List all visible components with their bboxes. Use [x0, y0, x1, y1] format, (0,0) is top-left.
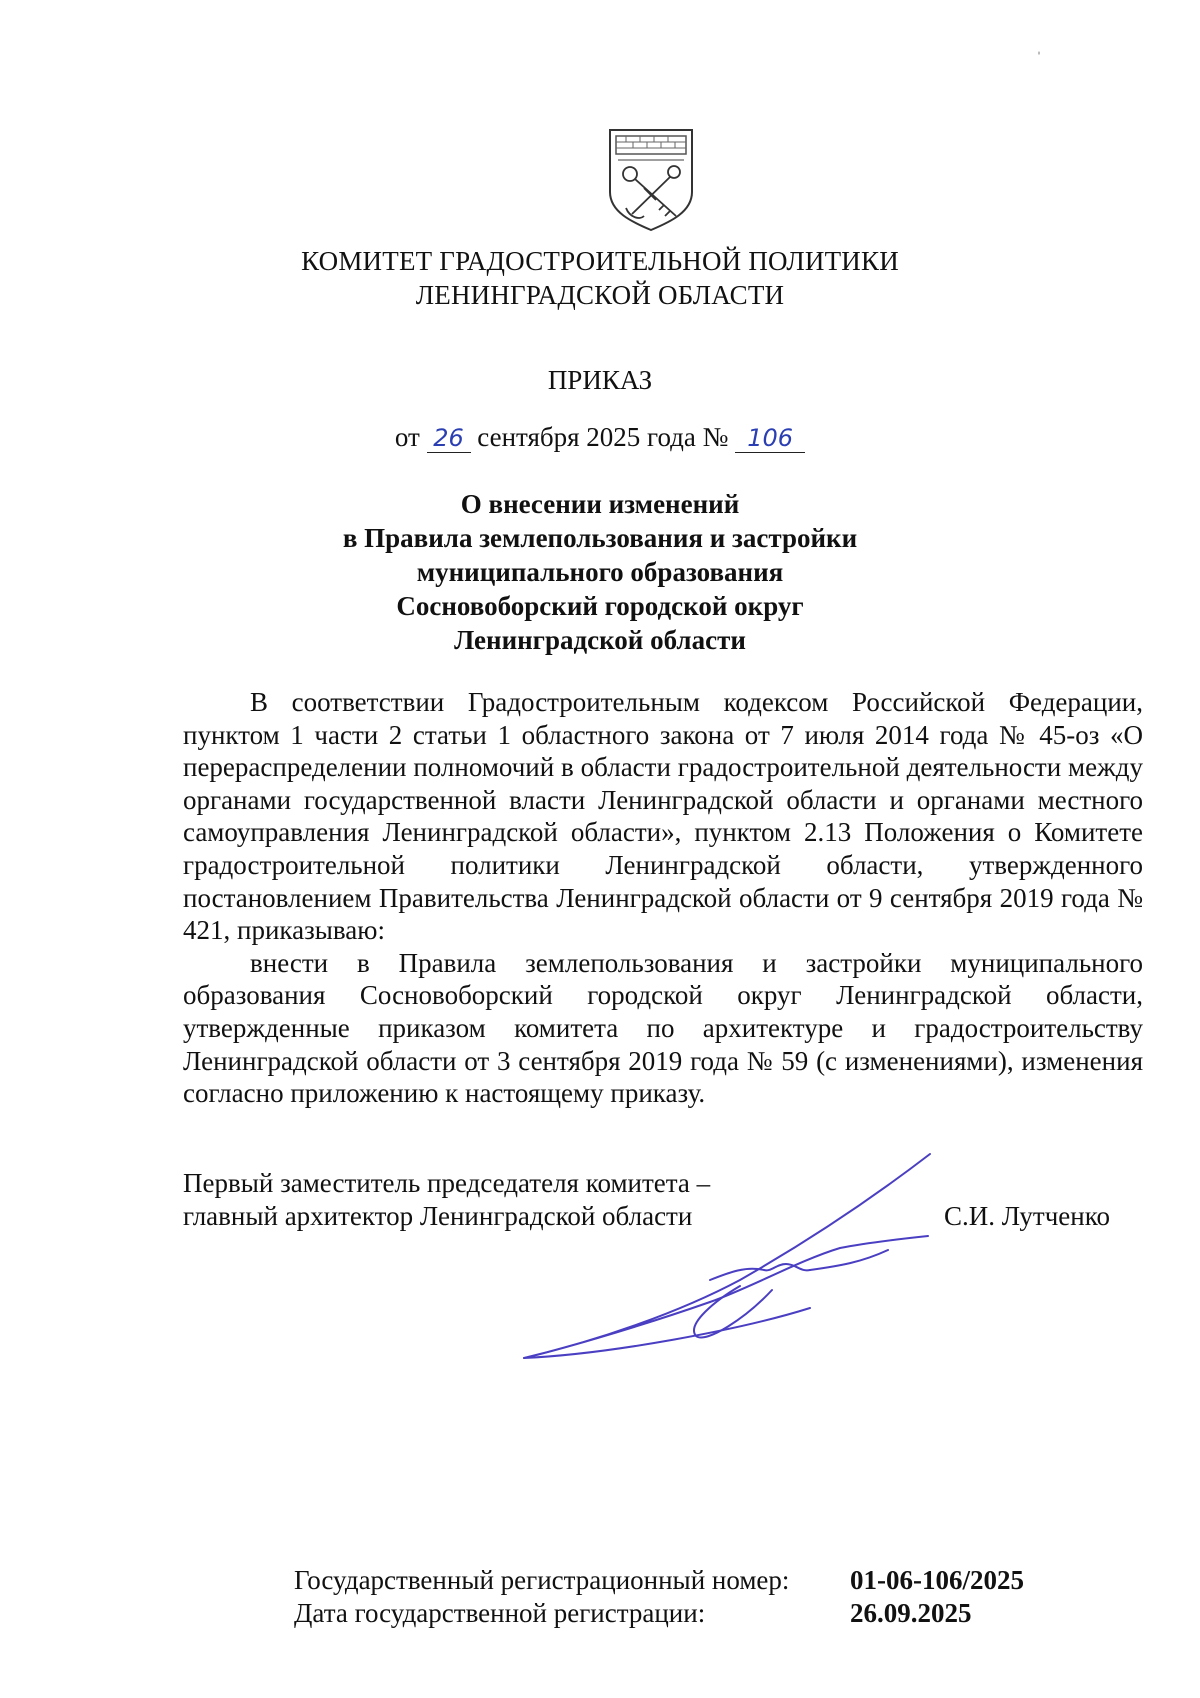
order-middle-text: сентября 2025 года №	[477, 422, 729, 452]
document-body	[183, 686, 1143, 1110]
organization-line-1: КОМИТЕТ ГРАДОСТРОИТЕЛЬНОЙ ПОЛИТИКИ	[301, 246, 899, 276]
document-heading	[0, 487, 1200, 657]
coat-of-arms-icon	[604, 126, 698, 232]
order-number-handwritten: 106	[735, 424, 805, 453]
signatory-name: С.И. Лутченко	[944, 1201, 1110, 1231]
scan-mark: ˈ	[1036, 48, 1042, 68]
organization-name	[0, 244, 1200, 312]
heading-line: Сосновоборский городской округ	[396, 591, 804, 621]
organization-line-2: ЛЕНИНГРАДСКОЙ ОБЛАСТИ	[415, 280, 785, 310]
registration-number-label: Государственный регистрационный номер:	[294, 1565, 790, 1595]
registration-date-value: 26.09.2025	[850, 1598, 972, 1628]
heading-line: Ленинградской области	[454, 625, 746, 655]
heading-line: в Правила землепользования и застройки	[342, 523, 858, 553]
handwritten-signature	[510, 1140, 960, 1370]
order-date-number-line	[0, 422, 1200, 453]
registration-date-label: Дата государственной регистрации:	[294, 1598, 706, 1628]
document-type: ПРИКАЗ	[547, 365, 653, 395]
order-day-handwritten: 26	[427, 424, 471, 453]
registration-number-value: 01-06-106/2025	[850, 1565, 1024, 1595]
heading-line: О внесении изменений	[460, 489, 740, 519]
body-paragraph-1: В соответствии Градостроительным кодексом Российской Федерации, пунктом 1 части 2 статьи 1 областного закона от 7 июля 2014 года № 45-оз «О перераспределении полномочий в области градостроительной деятельности между органами государственной власти Ленинградской области и органами местного самоуправления Ленинградской области», пунктом 2.13 Положения о Комитете градостроительной политики Ленинградской области, утвержденного постановлением Правительства Ленинградской области от 9 сентября 2019 года № 421, приказываю:	[183, 687, 1143, 946]
order-prefix: от	[394, 422, 420, 452]
body-paragraph-2: внести в Правила землепользования и застройки муниципального образования Сосновоборский городской округ Ленинградской области, утвержденные приказом комитета по архитектуре и градостроительству Ленинградской области от 3 сентября 2019 года № 59 (с изменениями), изменения согласно приложению к настоящему приказу.	[183, 947, 1143, 1109]
heading-line: муниципального образования	[416, 557, 784, 587]
signatory-position-line-2: главный архитектор Ленинградской области	[183, 1201, 693, 1231]
signatory-position-line-1: Первый заместитель председателя комитета –	[183, 1168, 711, 1198]
